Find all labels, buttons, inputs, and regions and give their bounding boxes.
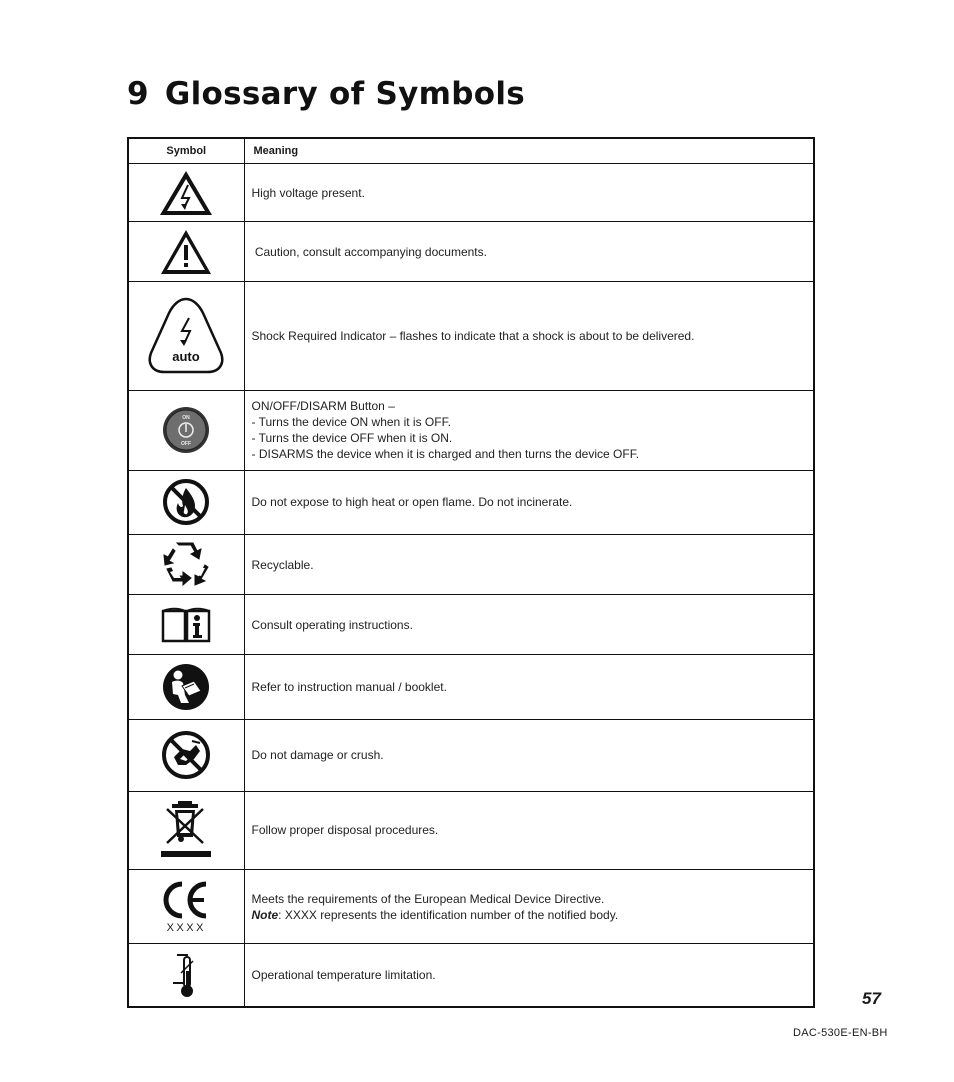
meaning-line: Meets the requirements of the European Medical Device Directive. — [251, 891, 605, 906]
symbol-cell — [128, 719, 244, 791]
note-line — [252, 907, 814, 923]
meaning-cell: Do not damage or crush. — [244, 719, 814, 791]
table-row — [128, 470, 814, 534]
table-row — [128, 535, 814, 595]
meaning-column-header: Meaning — [244, 138, 814, 164]
meaning-cell: Consult operating instructions. — [244, 595, 814, 655]
table-header-row — [128, 138, 814, 164]
do-not-crush-icon — [160, 729, 212, 781]
chapter-number: 9 — [127, 76, 149, 112]
meaning-line: - DISARMS the device when it is charged and then turns the device OFF. — [251, 447, 640, 462]
meaning-cell: Refer to instruction manual / booklet. — [244, 655, 814, 719]
meaning-cell: Follow proper disposal procedures. — [244, 791, 814, 869]
temperature-limit-icon — [169, 951, 203, 999]
table-row — [128, 655, 814, 719]
operating-instructions-icon — [160, 605, 212, 645]
symbol-cell — [128, 655, 244, 719]
table-row — [128, 944, 814, 1007]
high-voltage-icon — [157, 168, 215, 218]
symbol-cell — [128, 164, 244, 222]
document-code: DAC-530E-EN-BH — [793, 1027, 888, 1039]
power-button-icon — [161, 405, 211, 455]
table-row — [128, 390, 814, 470]
table-row — [128, 719, 814, 791]
meaning-cell: Do not expose to high heat or open flame. Do not incinerate. — [244, 470, 814, 534]
meaning-cell: Operational temperature limitation. — [244, 944, 814, 1007]
caution-icon — [158, 227, 214, 277]
table-row — [128, 164, 814, 222]
recycle-icon — [161, 541, 211, 589]
symbol-cell — [128, 595, 244, 655]
symbol-cell — [128, 282, 244, 390]
page-number: 57 — [862, 989, 881, 1008]
meaning-line: ON/OFF/DISARM Button – — [251, 399, 395, 414]
on-label: ON — [182, 415, 190, 422]
table-row — [128, 870, 814, 944]
meaning-cell: High voltage present. — [244, 164, 814, 222]
table-row — [128, 282, 814, 390]
symbol-cell — [128, 535, 244, 595]
meaning-cell: Recyclable. — [244, 535, 814, 595]
note-text: : XXXX represents the identification number of the notified body. — [278, 907, 619, 922]
note-label: Note — [251, 907, 279, 922]
chapter-title: Glossary of Symbols — [164, 76, 526, 112]
meaning-cell: Shock Required Indicator – flashes to indicate that a shock is about to be delivered. — [244, 282, 814, 390]
refer-to-manual-icon — [161, 662, 211, 712]
meaning-cell: Caution, consult accompanying documents. — [244, 222, 814, 282]
symbol-column-header: Symbol — [128, 138, 244, 164]
off-label: OFF — [181, 441, 192, 448]
symbol-cell — [128, 791, 244, 869]
symbol-cell — [128, 870, 244, 944]
crossed-bin-icon — [159, 799, 213, 861]
meaning-line: - Turns the device OFF when it is ON. — [251, 431, 453, 446]
symbol-cell — [128, 470, 244, 534]
ce-notified-body-number: XXXX — [166, 921, 206, 934]
meaning-line: - Turns the device ON when it is OFF. — [251, 415, 451, 430]
table-row — [128, 222, 814, 282]
table-row — [128, 791, 814, 869]
auto-label: auto — [172, 349, 200, 365]
no-flame-icon — [161, 477, 211, 527]
meaning-cell — [244, 390, 814, 470]
meaning-cell — [244, 870, 814, 944]
ce-mark-icon — [158, 880, 214, 920]
shock-required-indicator-icon — [145, 296, 227, 376]
page-title — [127, 76, 525, 112]
symbol-cell — [128, 222, 244, 282]
symbol-cell — [128, 390, 244, 470]
symbol-cell — [128, 944, 244, 1007]
table-row — [128, 595, 814, 655]
symbol-glossary-table — [127, 137, 815, 1008]
